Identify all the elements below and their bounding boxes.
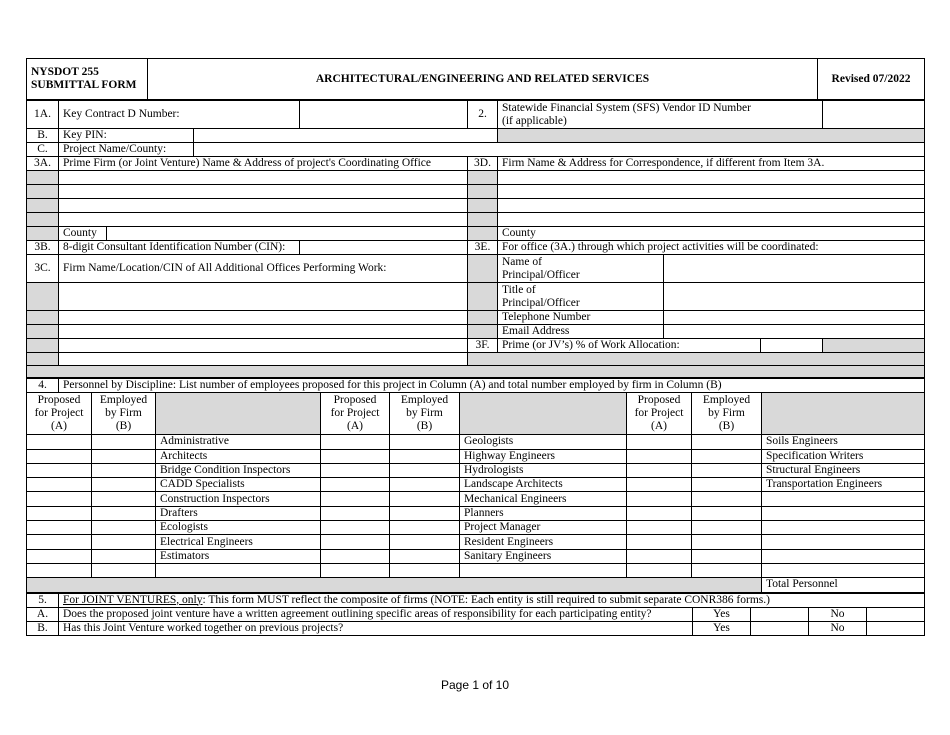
proposed-input[interactable]: [321, 492, 390, 506]
jv-question-a: Does the proposed joint venture have a written agreement outlining specific areas of responsibility for each participating entity?: [59, 607, 693, 621]
proposed-input[interactable]: [321, 478, 390, 492]
item-3e-number: 3E.: [468, 241, 498, 255]
jv-text: : This form MUST reflect the composite of firms (NOTE: Each entity is still required to submit separate CONR386 forms.): [202, 593, 770, 606]
discipline-row: [27, 549, 925, 563]
telephone-input[interactable]: [664, 311, 925, 325]
yes-checkbox-a[interactable]: [751, 607, 809, 621]
discipline-label: [762, 492, 925, 506]
name-principal-label: [498, 255, 664, 283]
title-principal-line2: Principal/Officer: [502, 296, 580, 309]
discipline-label: Geologists: [460, 435, 627, 449]
employed-input[interactable]: [92, 506, 156, 520]
prime-firm-line[interactable]: [59, 199, 468, 213]
employed-input[interactable]: [390, 478, 460, 492]
discipline-label: Transportation Engineers: [762, 478, 925, 492]
project-name-label: Project Name/County:: [59, 143, 194, 157]
sfs-line-2: (if applicable): [502, 114, 567, 127]
discipline-row: [27, 535, 925, 549]
employed-input[interactable]: [692, 535, 762, 549]
title-principal-line1: Title of: [502, 283, 536, 296]
discipline-label: Electrical Engineers: [156, 535, 321, 549]
discipline-label: Soils Engineers: [762, 435, 925, 449]
employed-input[interactable]: [92, 521, 156, 535]
discipline-label: Ecologists: [156, 521, 321, 535]
corr-firm-line[interactable]: [498, 199, 925, 213]
proposed-input[interactable]: [321, 435, 390, 449]
col-a-line2: for Project: [634, 407, 684, 420]
discipline-label: Sanitary Engineers: [460, 549, 627, 563]
office-coord-label: For office (3A.) through which project activities will be coordinated:: [498, 241, 925, 255]
item-3f-number: 3F.: [468, 339, 498, 353]
discipline-label: [762, 535, 925, 549]
sfs-vendor-input[interactable]: [823, 101, 925, 129]
employed-input[interactable]: [692, 435, 762, 449]
cin-input[interactable]: [300, 241, 468, 255]
no-checkbox-a[interactable]: [867, 607, 925, 621]
additional-office-line[interactable]: [59, 325, 468, 339]
key-pin-input[interactable]: [194, 129, 498, 143]
col-b-header: [692, 393, 762, 435]
personnel-description: Personnel by Discipline: List number of employees proposed for this project in Column (A) and total number employed by firm in Column (B): [59, 379, 925, 393]
discipline-label: Estimators: [156, 549, 321, 563]
corr-firm-line[interactable]: [498, 213, 925, 227]
employed-input[interactable]: [92, 463, 156, 477]
proposed-input[interactable]: [321, 463, 390, 477]
employed-input[interactable]: [692, 449, 762, 463]
item-5a-number: A.: [27, 607, 59, 621]
email-label: Email Address: [498, 325, 664, 339]
col-a-header: [627, 393, 692, 435]
employed-input[interactable]: [390, 563, 460, 577]
prime-pct-label: Prime (or JV’s) % of Work Allocation:: [498, 339, 761, 353]
discipline-label: [762, 563, 925, 577]
discipline-label: Mechanical Engineers: [460, 492, 627, 506]
col-b-line2: by Firm: [708, 407, 745, 420]
employed-input[interactable]: [390, 435, 460, 449]
prime-firm-line[interactable]: [59, 171, 468, 185]
col-a-line3: (A): [347, 420, 363, 433]
proposed-input[interactable]: [627, 435, 692, 449]
proposed-input[interactable]: [627, 549, 692, 563]
county-input-left[interactable]: [107, 227, 468, 241]
item-b-number: B.: [27, 129, 59, 143]
proposed-input[interactable]: [627, 478, 692, 492]
employed-input[interactable]: [390, 535, 460, 549]
proposed-input[interactable]: [27, 535, 92, 549]
yes-label: Yes: [693, 607, 751, 621]
proposed-input[interactable]: [321, 549, 390, 563]
jv-instructions: [59, 593, 925, 607]
project-name-input[interactable]: [194, 143, 925, 157]
yes-checkbox-b[interactable]: [751, 621, 809, 635]
discipline-row: [27, 563, 925, 577]
discipline-row: [27, 506, 925, 520]
discipline-label: [762, 506, 925, 520]
employed-input[interactable]: [692, 492, 762, 506]
col-b-line3: (B): [416, 420, 433, 433]
discipline-label: Landscape Architects: [460, 478, 627, 492]
jv-label: For JOINT VENTURES, only: [63, 593, 203, 606]
employed-input[interactable]: [390, 521, 460, 535]
form-id-cell: [27, 59, 148, 100]
proposed-input[interactable]: [627, 506, 692, 520]
county-label-left: County: [59, 227, 107, 241]
additional-office-line[interactable]: [59, 339, 468, 353]
discipline-label: [460, 563, 627, 577]
employed-input[interactable]: [92, 549, 156, 563]
key-pin-label: Key PIN:: [59, 129, 194, 143]
employed-input[interactable]: [692, 521, 762, 535]
col-a-line2: for Project: [330, 407, 380, 420]
proposed-input[interactable]: [27, 506, 92, 520]
employed-input[interactable]: [92, 563, 156, 577]
proposed-input[interactable]: [627, 521, 692, 535]
proposed-input[interactable]: [27, 492, 92, 506]
col-a-line1: Proposed: [637, 394, 681, 407]
proposed-input[interactable]: [627, 463, 692, 477]
discipline-label: Specification Writers: [762, 449, 925, 463]
prime-firm-label: Prime Firm (or Joint Venture) Name & Address of project's Coordinating Office: [59, 157, 468, 171]
item-3d-number: 3D.: [468, 157, 498, 171]
jv-question-b: Has this Joint Venture worked together on previous projects?: [59, 621, 693, 635]
employed-input[interactable]: [92, 478, 156, 492]
proposed-input[interactable]: [321, 521, 390, 535]
discipline-label: Architects: [156, 449, 321, 463]
key-pin-shaded: [498, 129, 925, 143]
proposed-input[interactable]: [27, 449, 92, 463]
proposed-input[interactable]: [321, 535, 390, 549]
additional-office-line[interactable]: [59, 353, 468, 366]
col-a-line3: (A): [651, 420, 667, 433]
discipline-row: [27, 463, 925, 477]
no-checkbox-b[interactable]: [867, 621, 925, 635]
yes-label: Yes: [693, 621, 751, 635]
additional-office-line[interactable]: [59, 311, 468, 325]
discipline-label: Bridge Condition Inspectors: [156, 463, 321, 477]
name-principal-line1: Name of: [502, 255, 542, 268]
proposed-input[interactable]: [27, 478, 92, 492]
prime-firm-line[interactable]: [59, 185, 468, 199]
item-1a-number: 1A.: [27, 101, 59, 129]
discipline-label: Project Manager: [460, 521, 627, 535]
discipline-label: [762, 549, 925, 563]
employed-input[interactable]: [692, 463, 762, 477]
form-title: ARCHITECTURAL/ENGINEERING AND RELATED SERVICES: [148, 59, 818, 100]
discipline-label: CADD Specialists: [156, 478, 321, 492]
item-5-number: 5.: [27, 593, 59, 607]
employed-input[interactable]: [390, 549, 460, 563]
discipline-row: [27, 492, 925, 506]
item-c-number: C.: [27, 143, 59, 157]
discipline-label: [762, 521, 925, 535]
employed-input[interactable]: [390, 449, 460, 463]
employed-input[interactable]: [390, 506, 460, 520]
telephone-label: Telephone Number: [498, 311, 664, 325]
proposed-input[interactable]: [27, 549, 92, 563]
revised-date: Revised 07/2022: [818, 59, 925, 100]
discipline-label: Planners: [460, 506, 627, 520]
proposed-input[interactable]: [321, 563, 390, 577]
title-principal-input[interactable]: [664, 283, 925, 311]
prime-firm-line[interactable]: [59, 213, 468, 227]
no-label: No: [809, 607, 867, 621]
employed-input[interactable]: [692, 506, 762, 520]
discipline-rows: [27, 435, 925, 578]
county-label-right: County: [498, 227, 925, 241]
discipline-label: Highway Engineers: [460, 449, 627, 463]
sfs-line-1: Statewide Financial System (SFS) Vendor ID Number: [502, 101, 751, 114]
correspondence-firm-label: Firm Name & Address for Correspondence, if different from Item 3A.: [498, 157, 925, 171]
proposed-input[interactable]: [627, 449, 692, 463]
proposed-input[interactable]: [627, 535, 692, 549]
employed-input[interactable]: [692, 549, 762, 563]
key-contract-input[interactable]: [300, 101, 468, 129]
item-5b-number: B.: [27, 621, 59, 635]
discipline-row: [27, 435, 925, 449]
proposed-input[interactable]: [27, 521, 92, 535]
additional-offices-label: Firm Name/Location/CIN of All Additional Offices Performing Work:: [59, 255, 468, 283]
employed-input[interactable]: [92, 449, 156, 463]
proposed-input[interactable]: [27, 563, 92, 577]
proposed-input[interactable]: [27, 435, 92, 449]
employed-input[interactable]: [390, 492, 460, 506]
additional-office-line[interactable]: [59, 283, 468, 311]
item-3c-number: 3C.: [27, 255, 59, 283]
discipline-label: Drafters: [156, 506, 321, 520]
col-a-header: [321, 393, 390, 435]
total-shaded: [27, 578, 762, 592]
col-b-header: [92, 393, 156, 435]
discipline-label: Administrative: [156, 435, 321, 449]
col-a-line2: for Project: [34, 407, 84, 420]
page-number: Page 1 of 10: [440, 678, 510, 692]
no-label: No: [809, 621, 867, 635]
discipline-row: [27, 449, 925, 463]
col-b-line3: (B): [115, 420, 132, 433]
col-b-line3: (B): [718, 420, 735, 433]
item-3b-number: 3B.: [27, 241, 59, 255]
discipline-label: Hydrologists: [460, 463, 627, 477]
col-a-header: [27, 393, 92, 435]
employed-input[interactable]: [692, 478, 762, 492]
section-divider: [27, 366, 925, 378]
col-b-line1: Employed: [400, 394, 449, 407]
col-a-line3: (A): [51, 420, 67, 433]
employed-input[interactable]: [390, 463, 460, 477]
col-b-line1: Employed: [702, 394, 751, 407]
item-3a-number: 3A.: [27, 157, 59, 171]
proposed-input[interactable]: [321, 506, 390, 520]
total-personnel-label: Total Personnel: [762, 578, 925, 592]
section-4-personnel: [26, 378, 925, 593]
form-type: SUBMITTAL FORM: [31, 79, 137, 91]
item-2-number: 2.: [468, 101, 498, 129]
form-header: [26, 58, 925, 100]
name-principal-input[interactable]: [664, 255, 925, 283]
discipline-row: [27, 478, 925, 492]
discipline-row: [27, 521, 925, 535]
col-a-line1: Proposed: [37, 394, 81, 407]
item-4-number: 4.: [27, 379, 59, 393]
cin-label: 8-digit Consultant Identification Number (CIN):: [59, 241, 300, 255]
email-input[interactable]: [664, 325, 925, 339]
prime-pct-input[interactable]: [761, 339, 823, 353]
title-principal-label: [498, 283, 664, 311]
proposed-input[interactable]: [627, 492, 692, 506]
key-contract-label: Key Contract D Number:: [59, 101, 300, 129]
discipline-label: Construction Inspectors: [156, 492, 321, 506]
nysdot-255-form: [26, 58, 924, 636]
col-b-line2: by Firm: [406, 407, 443, 420]
col-b-line2: by Firm: [105, 407, 142, 420]
corr-firm-line[interactable]: [498, 185, 925, 199]
col-b-header: [390, 393, 460, 435]
discipline-label: Resident Engineers: [460, 535, 627, 549]
proposed-input[interactable]: [321, 449, 390, 463]
employed-input[interactable]: [92, 535, 156, 549]
discipline-label: [156, 563, 321, 577]
employed-input[interactable]: [92, 492, 156, 506]
col-b-line1: Employed: [99, 394, 148, 407]
section-1-3: [26, 100, 925, 378]
corr-firm-line[interactable]: [498, 171, 925, 185]
proposed-input[interactable]: [627, 563, 692, 577]
name-principal-line2: Principal/Officer: [502, 268, 580, 281]
employed-input[interactable]: [92, 435, 156, 449]
sfs-vendor-label: [498, 101, 823, 129]
proposed-input[interactable]: [27, 463, 92, 477]
col-a-line1: Proposed: [333, 394, 377, 407]
section-5-joint-ventures: [26, 593, 925, 636]
employed-input[interactable]: [692, 563, 762, 577]
discipline-label: Structural Engineers: [762, 463, 925, 477]
form-id: NYSDOT 255: [31, 66, 99, 78]
